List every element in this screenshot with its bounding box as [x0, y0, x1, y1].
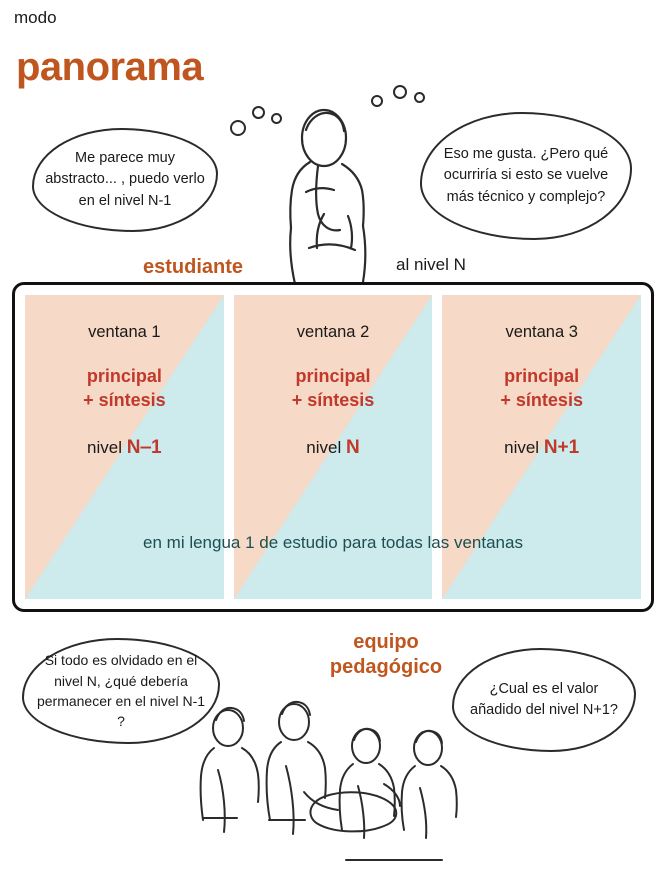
thought-dot-icon [230, 120, 246, 136]
window-2-level-value: N [345, 436, 360, 458]
window-3-title: ventana 3 [505, 323, 578, 341]
label-equipo-pedagogico [296, 630, 476, 680]
window-3-level-value: N+1 [543, 436, 580, 458]
window-2-content-line2: + síntesis [291, 390, 375, 411]
panel-footer-note: en mi lengua 1 de estudio para todas las ventanas [143, 533, 523, 552]
speech-bubble-team-left-text: Si todo es olvidado en el nivel N, ¿qué debería permanecer en el nivel N-1 ? [36, 652, 206, 730]
window-1-level [87, 437, 162, 459]
window-2-level [306, 437, 359, 459]
speech-bubble-student-left-text: Me parece muy abstracto... , puedo verlo en el nivel N-1 [45, 150, 205, 209]
label-equipo-line1: equipo [353, 631, 419, 653]
window-2[interactable] [234, 295, 433, 599]
thought-dot-icon [414, 92, 425, 103]
window-3-content-line1: principal [504, 366, 580, 386]
speech-bubble-student-left [32, 128, 218, 232]
speech-bubble-team-right-text: ¿Cual es el valor añadido del nivel N+1? [470, 680, 618, 718]
window-2-level-prefix: nivel [306, 437, 342, 457]
window-3-content [500, 364, 583, 413]
window-1-content-line2: + síntesis [83, 390, 166, 411]
window-3-content-line2: + síntesis [500, 390, 583, 411]
window-3-level-prefix: nivel [504, 437, 540, 457]
window-1-content-line1: principal [86, 366, 162, 386]
thought-dot-icon [252, 106, 265, 119]
page-title: panorama [16, 45, 204, 89]
window-2-content [292, 364, 375, 413]
teaching-team-figure-icon [176, 700, 476, 865]
window-3[interactable] [442, 295, 641, 599]
windows-panel [12, 282, 654, 612]
thought-dot-icon [271, 113, 282, 124]
speech-bubble-student-right [420, 112, 632, 240]
window-1-level-prefix: nivel [87, 437, 123, 457]
thought-dot-icon [371, 95, 383, 107]
window-2-content-line1: principal [295, 366, 371, 386]
label-al-nivel-n: al nivel N [396, 255, 466, 274]
label-equipo-line2: pedagógico [329, 656, 443, 678]
window-2-title: ventana 2 [296, 323, 370, 341]
window-1-title: ventana 1 [88, 323, 161, 341]
thought-dot-icon [393, 85, 407, 99]
window-1-level-value: N‒1 [126, 436, 162, 458]
speech-bubble-team-right [452, 648, 636, 752]
window-1-content [83, 364, 166, 413]
window-1[interactable] [25, 295, 224, 599]
speech-bubble-student-right-text: Eso me gusta. ¿Pero qué ocurriría si esto se vuelve más técnico y complejo? [443, 146, 609, 205]
student-figure-icon [262, 96, 392, 296]
label-estudiante: estudiante [143, 256, 244, 278]
mode-label: modo [14, 8, 57, 27]
window-3-level [504, 437, 579, 459]
